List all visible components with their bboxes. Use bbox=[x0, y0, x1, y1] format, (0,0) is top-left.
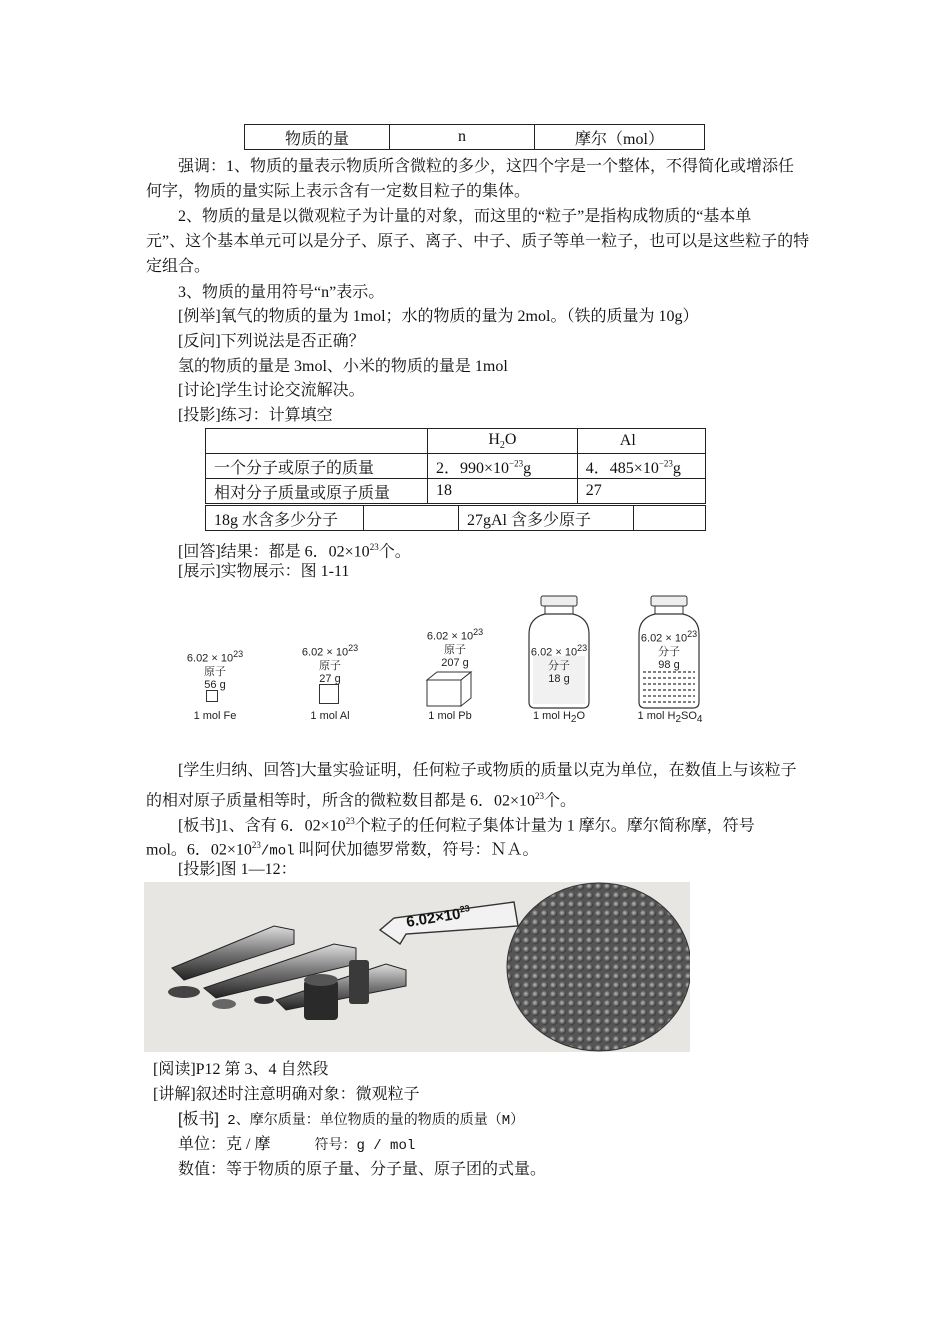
text-line: [板书] 2、摩尔质量：单位物质的量的物质的质量（M） bbox=[178, 1111, 525, 1129]
text-line: 2、物质的量是以微观粒子为计量的对象，而这里的“粒子”是指构成物质的“基本单 bbox=[178, 208, 752, 225]
calc-question-row bbox=[205, 505, 706, 531]
cell-symbol: n bbox=[390, 125, 535, 150]
calc-cell: 27 bbox=[577, 479, 705, 504]
figure-1-12-art bbox=[144, 882, 690, 1052]
text-line: [投影]图 1—12： bbox=[178, 861, 297, 878]
text-line: 强调：1、物质的量表示物质所含微粒的多少，这四个字是一个整体，不得简化或增添任 bbox=[178, 158, 795, 175]
al-cube bbox=[319, 684, 339, 704]
text-line: [讨论]学生讨论交流解决。 bbox=[178, 382, 365, 399]
text-line: 定组合。 bbox=[146, 258, 211, 275]
text-line: [讲解]叙述时注意明确对象：微观粒子 bbox=[153, 1086, 420, 1103]
water-caption: $6.02 \times 10^{23}$ 分子 18 g bbox=[530, 643, 588, 685]
text-line: 何字，物质的量实际上表示含有一定数目粒子的集体。 bbox=[146, 183, 531, 200]
fe-label: 1 mol Fe bbox=[193, 710, 237, 722]
text-line: 的相对原子质量相等时，所含的微粒数目都是 6．$02\times 10^{23}$个。 bbox=[146, 791, 577, 810]
text-line: 元”、这个基本单元可以是分子、原子、离子、中子、质子等单一粒子，也可以是这些粒子的特 bbox=[146, 233, 810, 250]
text-line: 数值：等于物质的原子量、分子量、原子团的式量。 bbox=[178, 1161, 547, 1178]
cell-quantity: 物质的量 bbox=[245, 125, 390, 150]
water-label: 1 mol $H_2O$ bbox=[532, 710, 586, 726]
pb-label: 1 mol Pb bbox=[428, 710, 472, 722]
text-line: [学生归纳、回答]大量实验证明，任何粒子或物质的质量以克为单位，在数值上与该粒子 bbox=[178, 762, 797, 779]
figure-1-12 bbox=[144, 882, 690, 1052]
fe-caption: $6.02 \times 10^{23}$ 原子 56 g bbox=[186, 649, 244, 691]
calc-header-empty bbox=[206, 429, 428, 454]
text-line: [投影]练习：计算填空 bbox=[178, 407, 333, 424]
calc-cell: 2．$990\times 10^{-23}g$ bbox=[428, 454, 578, 479]
calc-cell: 18 bbox=[428, 479, 578, 504]
text-line: [板书]1、含有 6．$02\times 10^{23}$个粒子的任何粒子集体计量为 1 摩尔。摩尔简称摩，符号 bbox=[178, 816, 755, 835]
calc-row-label: 相对分子质量或原子质量 bbox=[206, 479, 428, 504]
pb-cube bbox=[425, 670, 473, 708]
al-label: 1 mol Al bbox=[310, 710, 350, 722]
cell-unit: 摩尔（mol） bbox=[535, 125, 705, 150]
calc-question: 27gAl 含多少原子 bbox=[459, 506, 634, 531]
fe-cube bbox=[206, 690, 218, 702]
text-line: 3、物质的量用符号“n”表示。 bbox=[178, 284, 385, 301]
text-line: 单位：克 / 摩 符号：g / mol bbox=[178, 1136, 416, 1154]
arrow-label: $6.02\times 10^{23}$ bbox=[405, 903, 471, 931]
calc-row-label: 一个分子或原子的质量 bbox=[206, 454, 428, 479]
calc-question: 18g 水含多少分子 bbox=[206, 506, 364, 531]
figure-1-11 bbox=[170, 590, 730, 730]
unit-table bbox=[244, 124, 705, 150]
text-line: [展示]实物展示：图 1-11 bbox=[178, 563, 350, 580]
pb-caption: $6.02 \times 10^{23}$ 原子 207 g bbox=[426, 627, 484, 669]
text-line: [回答]结果：都是 6．$02\times 10^{23}$个。 bbox=[178, 542, 411, 561]
text-line: [例举]氧气的物质的量为 1mol；水的物质的量为 2mol。（铁的质量为 10g） bbox=[178, 308, 699, 325]
calc-table bbox=[205, 428, 706, 504]
calc-answer-blank bbox=[364, 506, 459, 531]
text-line: [阅读]P12 第 3、4 自然段 bbox=[153, 1061, 329, 1078]
text-line: [反问]下列说法是否正确？ bbox=[178, 333, 365, 350]
calc-cell: 4．$485\times 10^{-23}g$ bbox=[577, 454, 705, 479]
calc-header-al: Al bbox=[577, 429, 705, 454]
text-line: 氢的物质的量是 3mol、小米的物质的量是 1mol bbox=[178, 358, 508, 375]
text-line: mol。6．$02\times 10^{23}$/mol 叫阿伏加德罗常数，符号：ＮＡ。 bbox=[146, 840, 539, 860]
calc-header-water: $H_2O$ bbox=[428, 429, 578, 454]
acid-label: 1 mol $H_2SO_4$ bbox=[637, 710, 703, 726]
calc-answer-blank bbox=[634, 506, 706, 531]
acid-caption: $6.02 \times 10^{23}$ 分子 98 g bbox=[640, 629, 698, 671]
al-caption: $6.02 \times 10^{23}$ 原子 27 g bbox=[301, 643, 359, 685]
